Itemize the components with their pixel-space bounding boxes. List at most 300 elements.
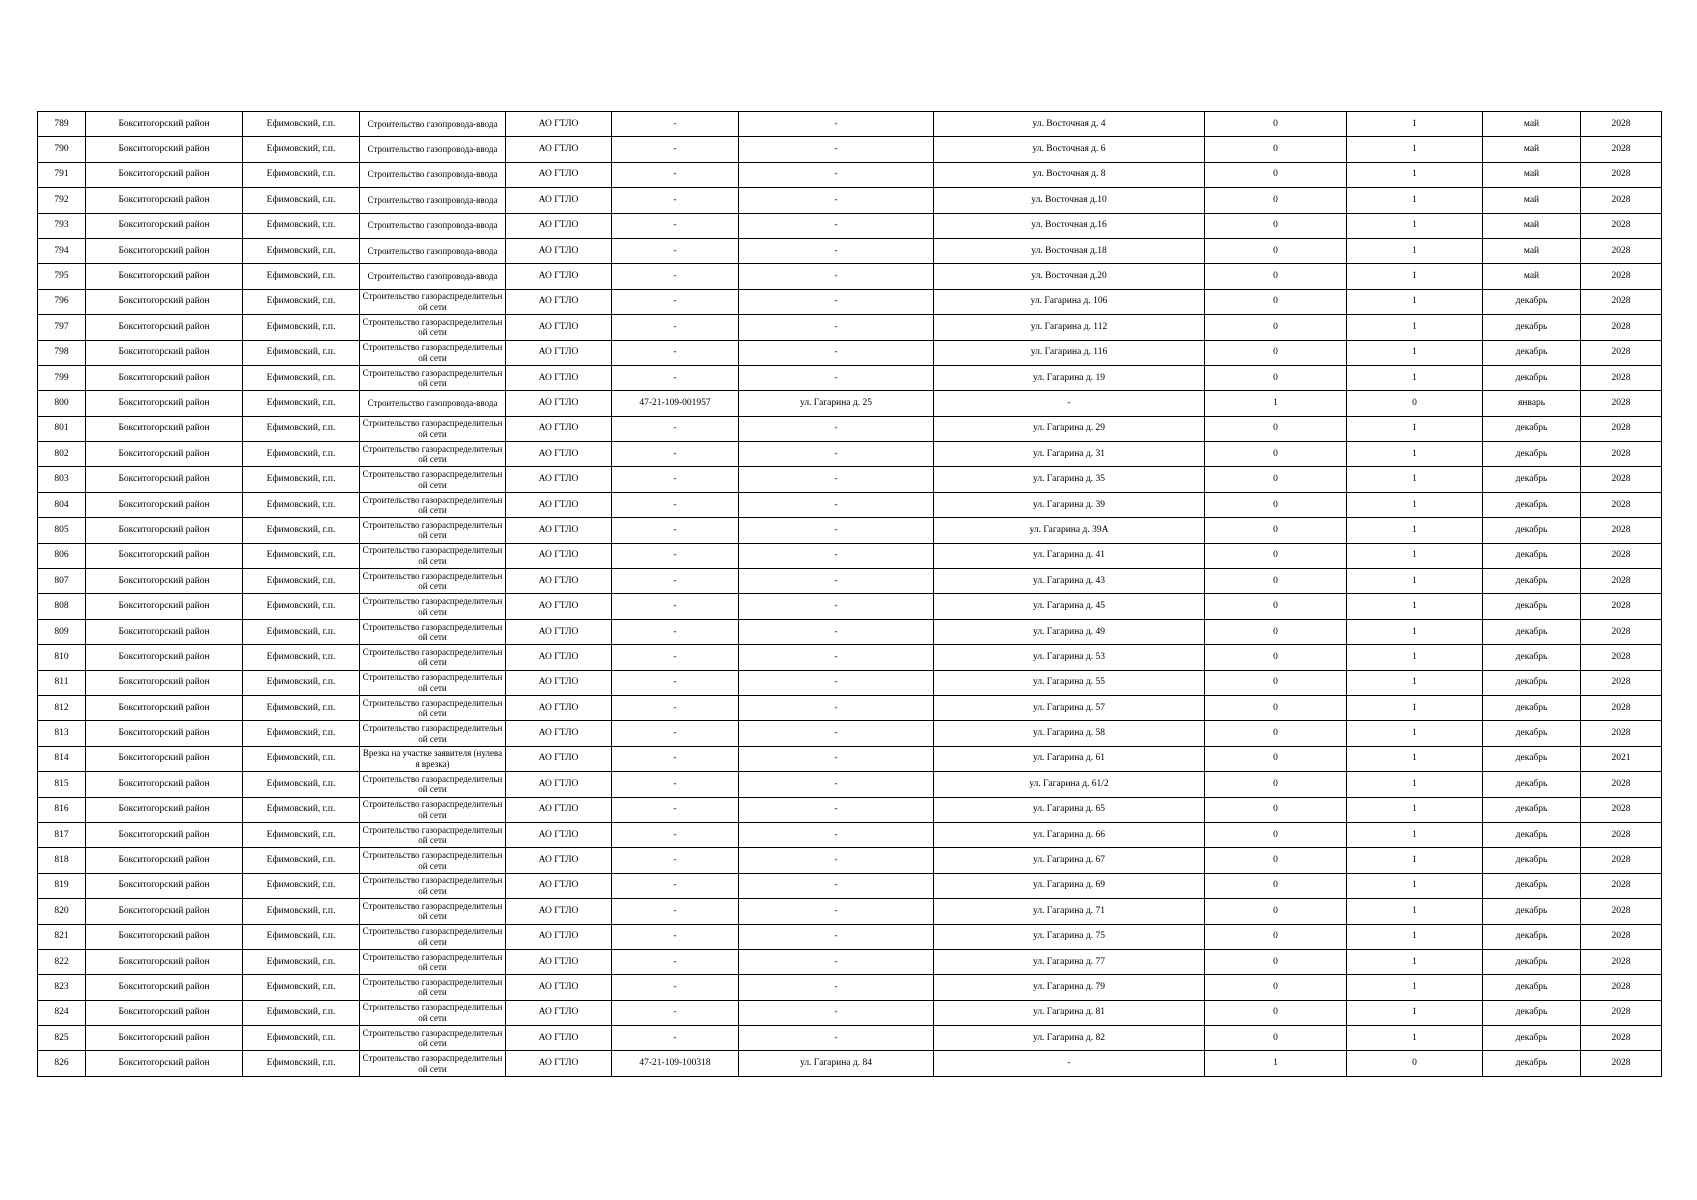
existing-quantity-cell: 0 bbox=[1205, 975, 1347, 1000]
organization-cell: АО ГТЛО bbox=[506, 518, 612, 543]
organization-cell: АО ГТЛО bbox=[506, 467, 612, 492]
cadastral-number-cell: - bbox=[612, 340, 739, 365]
existing-address-cell: - bbox=[739, 543, 934, 568]
organization-cell: АО ГТЛО bbox=[506, 137, 612, 162]
table-row bbox=[38, 391, 1662, 416]
year-cell: 2028 bbox=[1581, 365, 1662, 390]
row-number-cell: 818 bbox=[38, 848, 86, 873]
existing-quantity-cell: 0 bbox=[1205, 1026, 1347, 1051]
year-cell: 2028 bbox=[1581, 1026, 1662, 1051]
district-cell: Бокситогорский район bbox=[86, 162, 243, 187]
organization-cell: АО ГТЛО bbox=[506, 772, 612, 797]
district-cell: Бокситогорский район bbox=[86, 695, 243, 720]
settlement-cell: Ефимовский, г.п. bbox=[243, 594, 360, 619]
cadastral-number-cell: - bbox=[612, 238, 739, 263]
new-quantity-cell: 1 bbox=[1347, 365, 1483, 390]
existing-address-cell: - bbox=[739, 315, 934, 340]
settlement-cell: Ефимовский, г.п. bbox=[243, 289, 360, 314]
month-cell: декабрь bbox=[1483, 492, 1581, 517]
month-cell: декабрь bbox=[1483, 467, 1581, 492]
existing-quantity-cell: 0 bbox=[1205, 594, 1347, 619]
row-number-cell: 803 bbox=[38, 467, 86, 492]
existing-quantity-cell: 0 bbox=[1205, 315, 1347, 340]
row-number-cell: 813 bbox=[38, 721, 86, 746]
existing-address-cell: - bbox=[739, 137, 934, 162]
year-cell: 2021 bbox=[1581, 746, 1662, 771]
district-cell: Бокситогорский район bbox=[86, 416, 243, 441]
settlement-cell: Ефимовский, г.п. bbox=[243, 1051, 360, 1076]
new-quantity-cell: 1 bbox=[1347, 873, 1483, 898]
new-quantity-cell: 1 bbox=[1347, 442, 1483, 467]
district-cell: Бокситогорский район bbox=[86, 289, 243, 314]
organization-cell: АО ГТЛО bbox=[506, 264, 612, 289]
cadastral-number-cell: - bbox=[612, 949, 739, 974]
new-quantity-cell: 1 bbox=[1347, 619, 1483, 644]
table-row bbox=[38, 670, 1662, 695]
year-cell: 2028 bbox=[1581, 1051, 1662, 1076]
table-row bbox=[38, 746, 1662, 771]
organization-cell: АО ГТЛО bbox=[506, 162, 612, 187]
existing-address-cell: - bbox=[739, 848, 934, 873]
work-type-cell: Строительство газораспределительной сети bbox=[360, 949, 506, 974]
new-quantity-cell: 1 bbox=[1347, 645, 1483, 670]
month-cell: декабрь bbox=[1483, 518, 1581, 543]
settlement-cell: Ефимовский, г.п. bbox=[243, 137, 360, 162]
district-cell: Бокситогорский район bbox=[86, 822, 243, 847]
organization-cell: АО ГТЛО bbox=[506, 569, 612, 594]
existing-quantity-cell: 0 bbox=[1205, 289, 1347, 314]
new-address-cell: ул. Гагарина д. 79 bbox=[934, 975, 1205, 1000]
organization-cell: АО ГТЛО bbox=[506, 670, 612, 695]
year-cell: 2028 bbox=[1581, 899, 1662, 924]
month-cell: декабрь bbox=[1483, 899, 1581, 924]
settlement-cell: Ефимовский, г.п. bbox=[243, 619, 360, 644]
new-quantity-cell: 1 bbox=[1347, 1000, 1483, 1025]
cadastral-number-cell: 47-21-109-100318 bbox=[612, 1051, 739, 1076]
year-cell: 2028 bbox=[1581, 949, 1662, 974]
new-quantity-cell: 1 bbox=[1347, 492, 1483, 517]
district-cell: Бокситогорский район bbox=[86, 721, 243, 746]
existing-address-cell: - bbox=[739, 670, 934, 695]
existing-address-cell: - bbox=[739, 264, 934, 289]
new-address-cell: ул. Гагарина д. 71 bbox=[934, 899, 1205, 924]
new-quantity-cell: 1 bbox=[1347, 797, 1483, 822]
row-number-cell: 810 bbox=[38, 645, 86, 670]
year-cell: 2028 bbox=[1581, 1000, 1662, 1025]
new-address-cell: ул. Гагарина д. 39 bbox=[934, 492, 1205, 517]
new-address-cell: ул. Гагарина д. 82 bbox=[934, 1026, 1205, 1051]
existing-address-cell: - bbox=[739, 772, 934, 797]
new-quantity-cell: 1 bbox=[1347, 518, 1483, 543]
existing-quantity-cell: 0 bbox=[1205, 569, 1347, 594]
existing-quantity-cell: 0 bbox=[1205, 137, 1347, 162]
new-address-cell: ул. Гагарина д. 45 bbox=[934, 594, 1205, 619]
new-quantity-cell: 1 bbox=[1347, 949, 1483, 974]
row-number-cell: 816 bbox=[38, 797, 86, 822]
existing-address-cell: - bbox=[739, 188, 934, 213]
month-cell: май bbox=[1483, 112, 1581, 137]
existing-quantity-cell: 0 bbox=[1205, 442, 1347, 467]
work-type-cell: Строительство газораспределительной сети bbox=[360, 1026, 506, 1051]
work-type-cell: Строительство газораспределительной сети bbox=[360, 822, 506, 847]
new-address-cell: - bbox=[934, 1051, 1205, 1076]
table-row bbox=[38, 949, 1662, 974]
new-address-cell: ул. Гагарина д. 75 bbox=[934, 924, 1205, 949]
work-type-cell: Строительство газораспределительной сети bbox=[360, 619, 506, 644]
settlement-cell: Ефимовский, г.п. bbox=[243, 1026, 360, 1051]
existing-address-cell: - bbox=[739, 238, 934, 263]
month-cell: декабрь bbox=[1483, 695, 1581, 720]
organization-cell: АО ГТЛО bbox=[506, 1051, 612, 1076]
settlement-cell: Ефимовский, г.п. bbox=[243, 315, 360, 340]
new-address-cell: ул. Гагарина д. 81 bbox=[934, 1000, 1205, 1025]
table-row bbox=[38, 848, 1662, 873]
district-cell: Бокситогорский район bbox=[86, 340, 243, 365]
organization-cell: АО ГТЛО bbox=[506, 594, 612, 619]
table-row bbox=[38, 315, 1662, 340]
row-number-cell: 794 bbox=[38, 238, 86, 263]
existing-address-cell: - bbox=[739, 695, 934, 720]
existing-address-cell: - bbox=[739, 822, 934, 847]
work-type-cell: Строительство газораспределительной сети bbox=[360, 569, 506, 594]
organization-cell: АО ГТЛО bbox=[506, 848, 612, 873]
existing-address-cell: - bbox=[739, 518, 934, 543]
new-quantity-cell: 1 bbox=[1347, 975, 1483, 1000]
table-row bbox=[38, 289, 1662, 314]
existing-quantity-cell: 0 bbox=[1205, 899, 1347, 924]
year-cell: 2028 bbox=[1581, 543, 1662, 568]
month-cell: май bbox=[1483, 264, 1581, 289]
year-cell: 2028 bbox=[1581, 238, 1662, 263]
settlement-cell: Ефимовский, г.п. bbox=[243, 518, 360, 543]
year-cell: 2028 bbox=[1581, 518, 1662, 543]
work-type-cell: Строительство газораспределительной сети bbox=[360, 365, 506, 390]
row-number-cell: 790 bbox=[38, 137, 86, 162]
district-cell: Бокситогорский район bbox=[86, 442, 243, 467]
cadastral-number-cell: - bbox=[612, 492, 739, 517]
organization-cell: АО ГТЛО bbox=[506, 188, 612, 213]
district-cell: Бокситогорский район bbox=[86, 619, 243, 644]
existing-quantity-cell: 0 bbox=[1205, 238, 1347, 263]
cadastral-number-cell: - bbox=[612, 924, 739, 949]
table-row bbox=[38, 772, 1662, 797]
existing-quantity-cell: 0 bbox=[1205, 518, 1347, 543]
organization-cell: АО ГТЛО bbox=[506, 645, 612, 670]
settlement-cell: Ефимовский, г.п. bbox=[243, 213, 360, 238]
new-address-cell: ул. Гагарина д. 43 bbox=[934, 569, 1205, 594]
district-cell: Бокситогорский район bbox=[86, 569, 243, 594]
data-table bbox=[37, 111, 1662, 1077]
district-cell: Бокситогорский район bbox=[86, 1000, 243, 1025]
settlement-cell: Ефимовский, г.п. bbox=[243, 264, 360, 289]
settlement-cell: Ефимовский, г.п. bbox=[243, 873, 360, 898]
organization-cell: АО ГТЛО bbox=[506, 492, 612, 517]
district-cell: Бокситогорский район bbox=[86, 772, 243, 797]
new-address-cell: ул. Восточная д. 4 bbox=[934, 112, 1205, 137]
existing-address-cell: - bbox=[739, 924, 934, 949]
new-address-cell: ул. Гагарина д. 61/2 bbox=[934, 772, 1205, 797]
new-quantity-cell: 1 bbox=[1347, 264, 1483, 289]
new-address-cell: ул. Гагарина д. 67 bbox=[934, 848, 1205, 873]
month-cell: декабрь bbox=[1483, 873, 1581, 898]
work-type-cell: Строительство газопровода-ввода bbox=[360, 188, 506, 213]
existing-address-cell: - bbox=[739, 619, 934, 644]
new-address-cell: ул. Гагарина д. 65 bbox=[934, 797, 1205, 822]
new-quantity-cell: 1 bbox=[1347, 721, 1483, 746]
existing-address-cell: ул. Гагарина д. 84 bbox=[739, 1051, 934, 1076]
work-type-cell: Строительство газораспределительной сети bbox=[360, 518, 506, 543]
year-cell: 2028 bbox=[1581, 492, 1662, 517]
month-cell: май bbox=[1483, 188, 1581, 213]
cadastral-number-cell: - bbox=[612, 873, 739, 898]
new-address-cell: ул. Восточная д.16 bbox=[934, 213, 1205, 238]
new-address-cell: ул. Гагарина д. 61 bbox=[934, 746, 1205, 771]
row-number-cell: 806 bbox=[38, 543, 86, 568]
existing-address-cell: - bbox=[739, 594, 934, 619]
settlement-cell: Ефимовский, г.п. bbox=[243, 822, 360, 847]
settlement-cell: Ефимовский, г.п. bbox=[243, 772, 360, 797]
work-type-cell: Строительство газораспределительной сети bbox=[360, 670, 506, 695]
settlement-cell: Ефимовский, г.п. bbox=[243, 899, 360, 924]
settlement-cell: Ефимовский, г.п. bbox=[243, 543, 360, 568]
existing-quantity-cell: 0 bbox=[1205, 619, 1347, 644]
new-quantity-cell: 1 bbox=[1347, 315, 1483, 340]
row-number-cell: 819 bbox=[38, 873, 86, 898]
table-row bbox=[38, 822, 1662, 847]
cadastral-number-cell: - bbox=[612, 772, 739, 797]
new-address-cell: ул. Гагарина д. 57 bbox=[934, 695, 1205, 720]
cadastral-number-cell: - bbox=[612, 899, 739, 924]
row-number-cell: 807 bbox=[38, 569, 86, 594]
cadastral-number-cell: - bbox=[612, 543, 739, 568]
year-cell: 2028 bbox=[1581, 391, 1662, 416]
year-cell: 2028 bbox=[1581, 416, 1662, 441]
cadastral-number-cell: - bbox=[612, 188, 739, 213]
new-quantity-cell: 1 bbox=[1347, 670, 1483, 695]
cadastral-number-cell: - bbox=[612, 670, 739, 695]
work-type-cell: Строительство газопровода-ввода bbox=[360, 112, 506, 137]
district-cell: Бокситогорский район bbox=[86, 848, 243, 873]
existing-address-cell: - bbox=[739, 492, 934, 517]
month-cell: декабрь bbox=[1483, 975, 1581, 1000]
new-quantity-cell: 1 bbox=[1347, 467, 1483, 492]
new-quantity-cell: 1 bbox=[1347, 569, 1483, 594]
existing-address-cell: - bbox=[739, 289, 934, 314]
row-number-cell: 797 bbox=[38, 315, 86, 340]
existing-quantity-cell: 0 bbox=[1205, 1000, 1347, 1025]
new-address-cell: ул. Гагарина д. 19 bbox=[934, 365, 1205, 390]
organization-cell: АО ГТЛО bbox=[506, 442, 612, 467]
new-quantity-cell: 1 bbox=[1347, 112, 1483, 137]
cadastral-number-cell: - bbox=[612, 569, 739, 594]
existing-quantity-cell: 0 bbox=[1205, 848, 1347, 873]
cadastral-number-cell: - bbox=[612, 162, 739, 187]
cadastral-number-cell: - bbox=[612, 695, 739, 720]
settlement-cell: Ефимовский, г.п. bbox=[243, 238, 360, 263]
existing-address-cell: - bbox=[739, 112, 934, 137]
existing-quantity-cell: 0 bbox=[1205, 822, 1347, 847]
new-quantity-cell: 1 bbox=[1347, 340, 1483, 365]
new-address-cell: ул. Гагарина д. 112 bbox=[934, 315, 1205, 340]
settlement-cell: Ефимовский, г.п. bbox=[243, 365, 360, 390]
year-cell: 2028 bbox=[1581, 873, 1662, 898]
settlement-cell: Ефимовский, г.п. bbox=[243, 467, 360, 492]
row-number-cell: 826 bbox=[38, 1051, 86, 1076]
organization-cell: АО ГТЛО bbox=[506, 746, 612, 771]
new-address-cell: ул. Гагарина д. 116 bbox=[934, 340, 1205, 365]
work-type-cell: Строительство газопровода-ввода bbox=[360, 137, 506, 162]
existing-quantity-cell: 0 bbox=[1205, 340, 1347, 365]
new-address-cell: ул. Гагарина д. 35 bbox=[934, 467, 1205, 492]
year-cell: 2028 bbox=[1581, 112, 1662, 137]
organization-cell: АО ГТЛО bbox=[506, 365, 612, 390]
district-cell: Бокситогорский район bbox=[86, 391, 243, 416]
cadastral-number-cell: 47-21-109-001957 bbox=[612, 391, 739, 416]
district-cell: Бокситогорский район bbox=[86, 492, 243, 517]
new-quantity-cell: 0 bbox=[1347, 1051, 1483, 1076]
cadastral-number-cell: - bbox=[612, 594, 739, 619]
settlement-cell: Ефимовский, г.п. bbox=[243, 670, 360, 695]
month-cell: декабрь bbox=[1483, 619, 1581, 644]
new-quantity-cell: 1 bbox=[1347, 848, 1483, 873]
existing-quantity-cell: 0 bbox=[1205, 543, 1347, 568]
year-cell: 2028 bbox=[1581, 315, 1662, 340]
organization-cell: АО ГТЛО bbox=[506, 899, 612, 924]
row-number-cell: 824 bbox=[38, 1000, 86, 1025]
existing-quantity-cell: 1 bbox=[1205, 1051, 1347, 1076]
settlement-cell: Ефимовский, г.п. bbox=[243, 949, 360, 974]
table-row bbox=[38, 1051, 1662, 1076]
new-address-cell: ул. Восточная д.20 bbox=[934, 264, 1205, 289]
row-number-cell: 815 bbox=[38, 772, 86, 797]
new-quantity-cell: 1 bbox=[1347, 162, 1483, 187]
existing-quantity-cell: 0 bbox=[1205, 873, 1347, 898]
work-type-cell: Строительство газопровода-ввода bbox=[360, 238, 506, 263]
existing-quantity-cell: 0 bbox=[1205, 416, 1347, 441]
table-row bbox=[38, 112, 1662, 137]
table-row bbox=[38, 924, 1662, 949]
work-type-cell: Строительство газопровода-ввода bbox=[360, 213, 506, 238]
new-quantity-cell: 1 bbox=[1347, 746, 1483, 771]
existing-quantity-cell: 0 bbox=[1205, 467, 1347, 492]
month-cell: декабрь bbox=[1483, 289, 1581, 314]
new-quantity-cell: 1 bbox=[1347, 543, 1483, 568]
settlement-cell: Ефимовский, г.п. bbox=[243, 569, 360, 594]
cadastral-number-cell: - bbox=[612, 365, 739, 390]
settlement-cell: Ефимовский, г.п. bbox=[243, 848, 360, 873]
month-cell: май bbox=[1483, 238, 1581, 263]
district-cell: Бокситогорский район bbox=[86, 645, 243, 670]
table-row bbox=[38, 645, 1662, 670]
cadastral-number-cell: - bbox=[612, 289, 739, 314]
existing-quantity-cell: 0 bbox=[1205, 772, 1347, 797]
existing-quantity-cell: 0 bbox=[1205, 670, 1347, 695]
settlement-cell: Ефимовский, г.п. bbox=[243, 416, 360, 441]
month-cell: декабрь bbox=[1483, 924, 1581, 949]
month-cell: декабрь bbox=[1483, 848, 1581, 873]
organization-cell: АО ГТЛО bbox=[506, 1000, 612, 1025]
work-type-cell: Строительство газораспределительной сети bbox=[360, 848, 506, 873]
year-cell: 2028 bbox=[1581, 924, 1662, 949]
organization-cell: АО ГТЛО bbox=[506, 289, 612, 314]
table-row bbox=[38, 340, 1662, 365]
work-type-cell: Строительство газопровода-ввода bbox=[360, 162, 506, 187]
row-number-cell: 812 bbox=[38, 695, 86, 720]
row-number-cell: 825 bbox=[38, 1026, 86, 1051]
new-quantity-cell: 1 bbox=[1347, 213, 1483, 238]
cadastral-number-cell: - bbox=[612, 975, 739, 1000]
existing-quantity-cell: 0 bbox=[1205, 188, 1347, 213]
existing-quantity-cell: 0 bbox=[1205, 492, 1347, 517]
year-cell: 2028 bbox=[1581, 848, 1662, 873]
existing-address-cell: - bbox=[739, 213, 934, 238]
settlement-cell: Ефимовский, г.п. bbox=[243, 695, 360, 720]
new-quantity-cell: 1 bbox=[1347, 695, 1483, 720]
row-number-cell: 804 bbox=[38, 492, 86, 517]
district-cell: Бокситогорский район bbox=[86, 137, 243, 162]
month-cell: май bbox=[1483, 213, 1581, 238]
settlement-cell: Ефимовский, г.п. bbox=[243, 162, 360, 187]
settlement-cell: Ефимовский, г.п. bbox=[243, 721, 360, 746]
existing-quantity-cell: 1 bbox=[1205, 391, 1347, 416]
organization-cell: АО ГТЛО bbox=[506, 543, 612, 568]
new-address-cell: ул. Гагарина д. 49 bbox=[934, 619, 1205, 644]
month-cell: декабрь bbox=[1483, 543, 1581, 568]
existing-address-cell: - bbox=[739, 340, 934, 365]
organization-cell: АО ГТЛО bbox=[506, 721, 612, 746]
new-quantity-cell: 1 bbox=[1347, 1026, 1483, 1051]
organization-cell: АО ГТЛО bbox=[506, 238, 612, 263]
settlement-cell: Ефимовский, г.п. bbox=[243, 924, 360, 949]
new-quantity-cell: 1 bbox=[1347, 289, 1483, 314]
month-cell: декабрь bbox=[1483, 1026, 1581, 1051]
existing-quantity-cell: 0 bbox=[1205, 695, 1347, 720]
table-row bbox=[38, 619, 1662, 644]
district-cell: Бокситогорский район bbox=[86, 543, 243, 568]
new-address-cell: ул. Гагарина д. 55 bbox=[934, 670, 1205, 695]
existing-address-cell: - bbox=[739, 365, 934, 390]
cadastral-number-cell: - bbox=[612, 645, 739, 670]
organization-cell: АО ГТЛО bbox=[506, 924, 612, 949]
work-type-cell: Строительство газораспределительной сети bbox=[360, 467, 506, 492]
row-number-cell: 799 bbox=[38, 365, 86, 390]
district-cell: Бокситогорский район bbox=[86, 1026, 243, 1051]
district-cell: Бокситогорский район bbox=[86, 467, 243, 492]
year-cell: 2028 bbox=[1581, 162, 1662, 187]
year-cell: 2028 bbox=[1581, 442, 1662, 467]
table-row bbox=[38, 518, 1662, 543]
new-address-cell: ул. Восточная д. 6 bbox=[934, 137, 1205, 162]
district-cell: Бокситогорский район bbox=[86, 899, 243, 924]
settlement-cell: Ефимовский, г.п. bbox=[243, 746, 360, 771]
month-cell: январь bbox=[1483, 391, 1581, 416]
work-type-cell: Строительство газораспределительной сети bbox=[360, 772, 506, 797]
cadastral-number-cell: - bbox=[612, 137, 739, 162]
new-address-cell: ул. Гагарина д. 29 bbox=[934, 416, 1205, 441]
district-cell: Бокситогорский район bbox=[86, 315, 243, 340]
row-number-cell: 793 bbox=[38, 213, 86, 238]
row-number-cell: 823 bbox=[38, 975, 86, 1000]
new-quantity-cell: 1 bbox=[1347, 594, 1483, 619]
work-type-cell: Строительство газораспределительной сети bbox=[360, 645, 506, 670]
settlement-cell: Ефимовский, г.п. bbox=[243, 1000, 360, 1025]
existing-address-cell: - bbox=[739, 797, 934, 822]
new-quantity-cell: 1 bbox=[1347, 899, 1483, 924]
year-cell: 2028 bbox=[1581, 264, 1662, 289]
year-cell: 2028 bbox=[1581, 569, 1662, 594]
month-cell: декабрь bbox=[1483, 822, 1581, 847]
existing-address-cell: - bbox=[739, 467, 934, 492]
